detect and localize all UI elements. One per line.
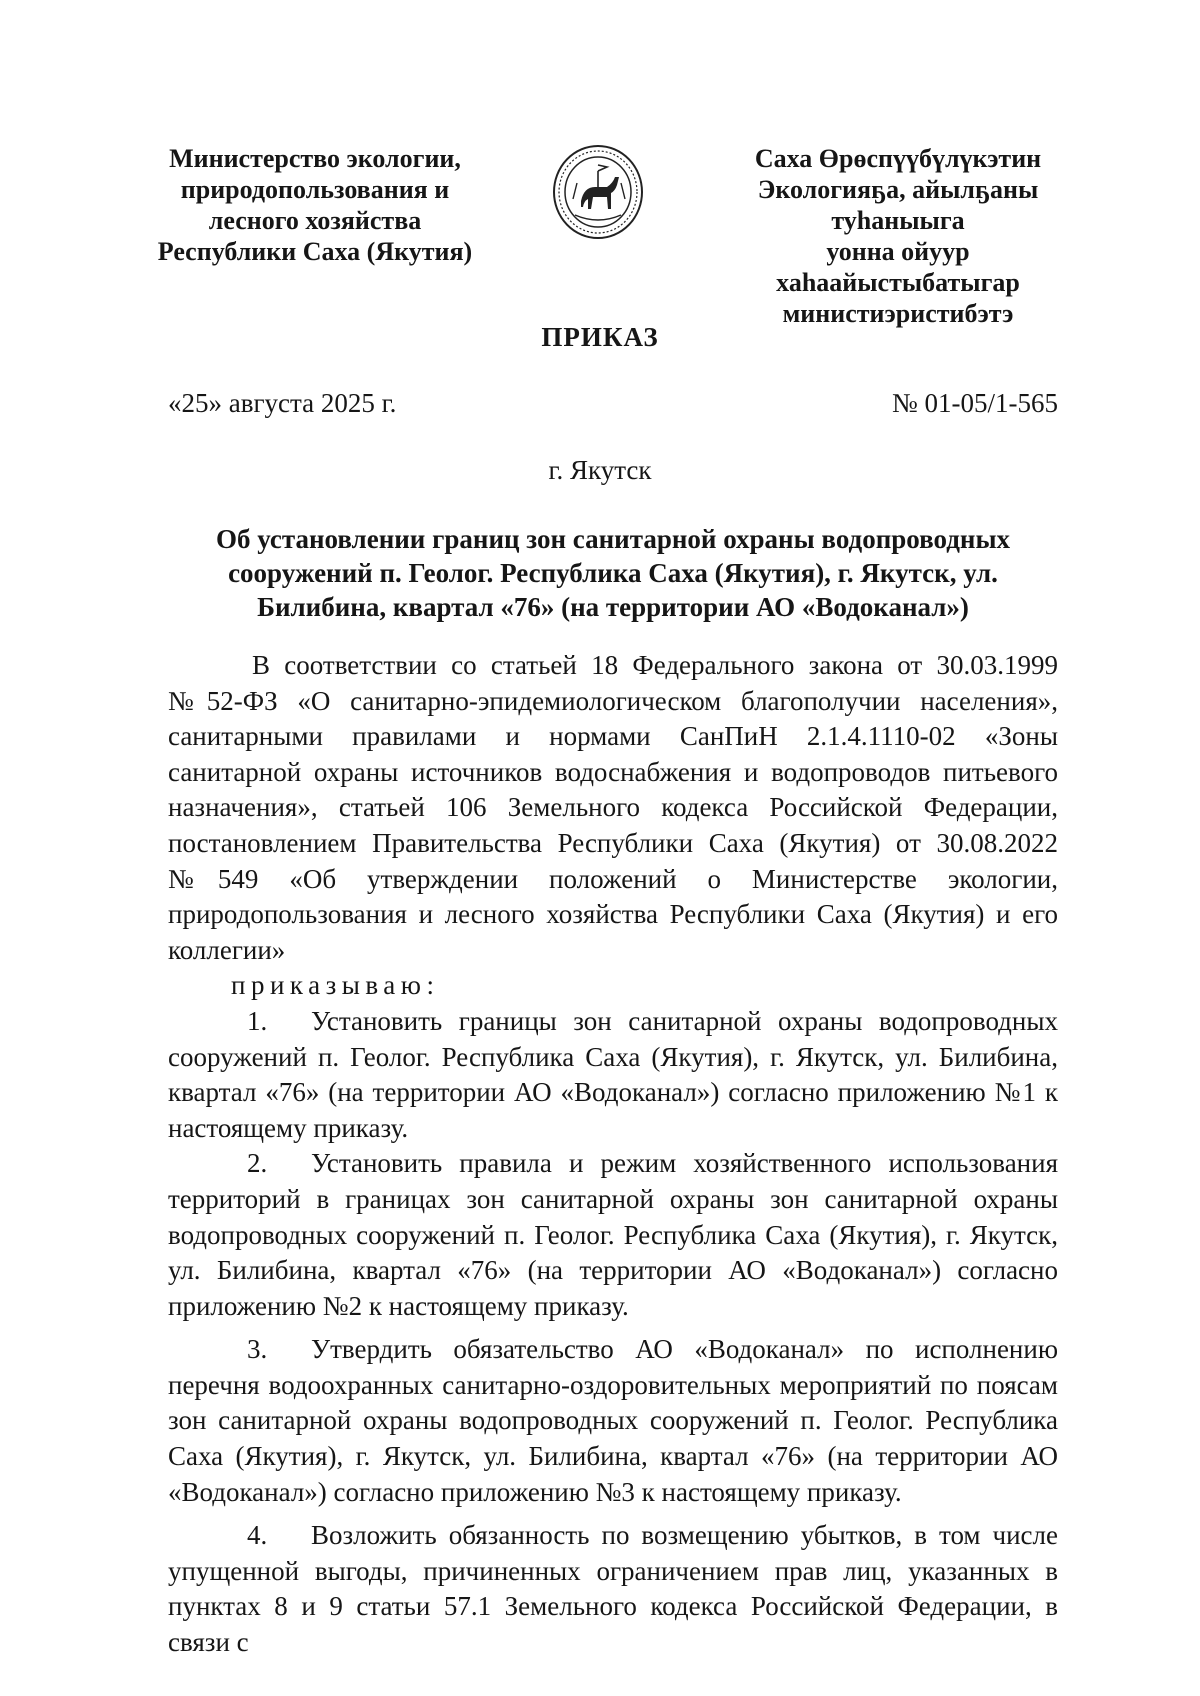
ministry-name-line: министиэристибэтэ xyxy=(782,299,1014,328)
order-item-number: 2. xyxy=(247,1148,268,1179)
ministry-name-line: уонна ойуур хаһаайыстыбатыгар xyxy=(776,237,1020,297)
order-item xyxy=(168,1004,1058,1146)
document-number: № 01-05/1-565 xyxy=(892,388,1058,418)
order-item-number: 1. xyxy=(247,1005,268,1036)
order-item xyxy=(168,1518,1058,1660)
ministry-name-line: Саха Өрөспүүбүлүкэтин xyxy=(754,144,1042,173)
ministry-name-line: природопользования и xyxy=(180,175,450,204)
order-word: приказываю: xyxy=(231,970,440,1001)
ministry-name-yakut xyxy=(708,143,1088,329)
document-subject: Об установлении границ зон санитарной охраны водопроводных сооружений п. Геолог. Республика Саха (Якутия), г. Якутск, ул. Билибина, квартал «76» (на территории АО «Водоканал») xyxy=(215,524,1011,622)
ministry-name-line: лесного хозяйства xyxy=(208,206,422,235)
order-item-text: Утвердить обязательство АО «Водоканал» по исполнению перечня водоохранных санитарно-оздоровительных мероприятий по поясам зон санитарной охраны водопроводных сооружений п. Геолог. Республика Саха (Якутия), г. Якутск, ул. Билибина, квартал «76» (на территории АО «Водоканал») согласно приложению №3 к настоящему приказу. xyxy=(168,1334,1058,1507)
order-item-text: Возложить обязанность по возмещению убытков, в том числе упущенной выгоды, причиненных ограничением прав лиц, указанных в пунктах 8 и 9 статьи 57.1 Земельного кодекса Российской Федерации, в связи с xyxy=(168,1520,1058,1658)
order-item xyxy=(168,1146,1058,1324)
order-item-number: 4. xyxy=(247,1520,268,1551)
document-city: г. Якутск xyxy=(548,455,652,485)
ministry-name-russian xyxy=(150,143,480,267)
ministry-name-line: Экологияҕа, айылҕаны туһаныыга xyxy=(757,175,1039,235)
coat-of-arms-icon xyxy=(551,143,645,241)
ministry-name-line: Республики Саха (Якутия) xyxy=(157,237,473,266)
order-item-number: 3. xyxy=(247,1334,268,1365)
ministry-name-line: Министерство экологии, xyxy=(169,144,461,173)
document-title: ПРИКАЗ xyxy=(541,322,659,352)
order-item-text: Установить границы зон санитарной охраны водопроводных сооружений п. Геолог. Республика Саха (Якутия), г. Якутск, ул. Билибина, квартал «76» (на территории АО «Водоканал») согласно приложению №1 к настоящему приказу. xyxy=(168,1005,1058,1143)
preamble-paragraph: В соответствии со статьей 18 Федерального закона от 30.03.1999 №52-ФЗ «О санитарно-эпидемиологическом благополучии населения», санитарными правилами и нормами СанПиН 2.1.4.1110-02 «Зоны санитарной охраны источников водоснабжения и водопроводов питьевого назначения», статьей 106 Земельного кодекса Российской Федерации, постановлением Правительства Республики Саха (Якутия) от 30.08.2022 №549 «Об утверждении положений о Министерстве экологии, природопользования и лесного хозяйства Республики Саха (Якутия) и его коллегии» xyxy=(168,650,1058,965)
document-body xyxy=(168,648,1058,1661)
order-item xyxy=(168,1332,1058,1510)
document-date: «25» августа 2025 г. xyxy=(168,388,397,418)
order-item-text: Установить правила и режим хозяйственного использования территорий в границах зон санитарной охраны зон санитарной охраны водопроводных сооружений п. Геолог. Республика Саха (Якутия), г. Якутск, ул. Билибина, квартал «76» (на территории АО «Водоканал») согласно приложению №2 к настоящему приказу. xyxy=(168,1148,1058,1321)
